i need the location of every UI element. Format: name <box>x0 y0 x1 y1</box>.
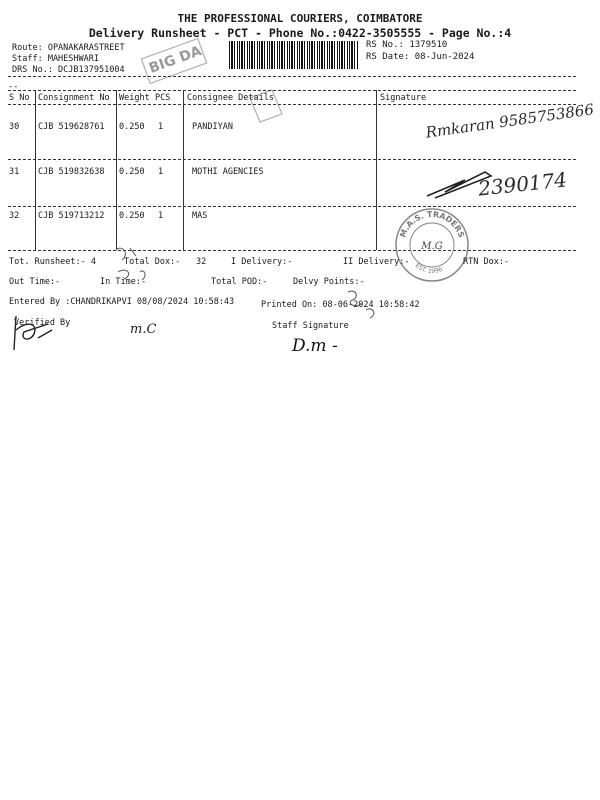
out-time: Out Time:- <box>9 277 61 287</box>
divider <box>8 206 576 207</box>
i-delivery: I Delivery:- <box>231 257 293 267</box>
stamp-outline-icon <box>140 40 300 120</box>
col-header-weight: Weight <box>119 93 150 103</box>
table-row-pcs: 1 <box>158 211 164 221</box>
company-seal-icon <box>392 205 472 285</box>
table-row-weight: 0.250 <box>119 167 145 177</box>
handwritten-dm: D.m - <box>292 336 338 356</box>
in-time: In Time:- <box>100 277 147 287</box>
rtn-dox: RTN Dox:- <box>463 257 510 267</box>
pen-scribble-icon <box>110 242 170 287</box>
company-title: THE PROFESSIONAL COURIERS, COIMBATORE <box>177 12 423 25</box>
verified-signature-icon <box>8 310 58 355</box>
table-row-consignment: CJB 519832638 <box>38 167 105 177</box>
divider <box>8 90 576 91</box>
verified-by: Verified By <box>14 318 71 328</box>
table-row-consignment: CJB 519628761 <box>38 122 105 132</box>
table-row-consignee: PANDIYAN <box>192 122 233 132</box>
divider <box>8 76 576 77</box>
drs-number: DRS No.: DCJB137951004 <box>12 65 125 75</box>
col-header-pcs: PCS <box>155 93 171 103</box>
col-header-signature: Signature <box>380 93 427 103</box>
table-row-sno: 31 <box>9 167 20 177</box>
table-row-consignee: MAS <box>192 211 208 221</box>
col-header-consignee: Consignee Details <box>187 93 274 103</box>
ii-delivery: II Delivery:- <box>343 257 410 267</box>
runsheet-subtitle: Delivery Runsheet - PCT - Phone No.:0422-3505555 - Page No.:4 <box>88 26 512 40</box>
svg-text:M.G: M.G <box>421 241 443 252</box>
table-row-weight: 0.250 <box>119 122 145 132</box>
table-row-pcs: 1 <box>158 122 164 132</box>
table-row-sno: 32 <box>9 211 20 221</box>
staff-signature: Staff Signature <box>272 321 349 331</box>
divider <box>8 159 576 160</box>
handwritten-number: 2390174 <box>476 167 569 201</box>
rs-date: RS Date: 08-Jun-2024 <box>366 52 475 62</box>
big-day-stamp: BIG DA <box>146 43 204 77</box>
rs-number: RS No.: 1379510 <box>366 40 448 50</box>
column-divider <box>376 90 377 250</box>
staff-label: Staff: MAHESHWARI <box>12 54 99 64</box>
divider <box>8 104 576 105</box>
delivery-points: Delvy Points:- <box>293 277 365 287</box>
total-runsheet: Tot. Runsheet:- 4 <box>9 257 96 267</box>
table-row-weight: 0.250 <box>119 211 145 221</box>
table-row-consignee: MOTHI AGENCIES <box>192 167 264 177</box>
column-divider <box>183 90 184 250</box>
column-divider <box>116 90 117 250</box>
pen-scribble-icon <box>342 286 402 326</box>
table-row-pcs: 1 <box>158 167 164 177</box>
printed-on: Printed On: 08-06-2024 10:58:42 <box>261 300 420 310</box>
col-header-sno: S No <box>9 93 30 103</box>
col-header-consignment: Consignment No <box>38 93 110 103</box>
dash-mark: -- <box>8 82 19 92</box>
divider <box>8 250 576 251</box>
handwritten-signature: Rmkaran 9585753866 <box>424 100 595 142</box>
total-dox-value: 32 <box>196 257 207 267</box>
total-dox-label: Total Dox:- <box>124 257 181 267</box>
column-divider <box>35 90 36 250</box>
table-row-sno: 30 <box>9 122 20 132</box>
svg-text:EST. 1996: EST. 1996 <box>413 262 444 276</box>
svg-text:M.A.S. TRADERS: M.A.S. TRADERS <box>398 209 466 239</box>
table-row-consignment: CJB 519713212 <box>38 211 105 221</box>
handwritten-initials: m.C <box>130 322 157 337</box>
total-pod: Total POD:- <box>211 277 268 287</box>
route-label: Route: OPANAKARASTREET <box>12 43 125 53</box>
entered-by: Entered By :CHANDRIKAPVI 08/08/2024 10:58:43 <box>9 297 235 307</box>
